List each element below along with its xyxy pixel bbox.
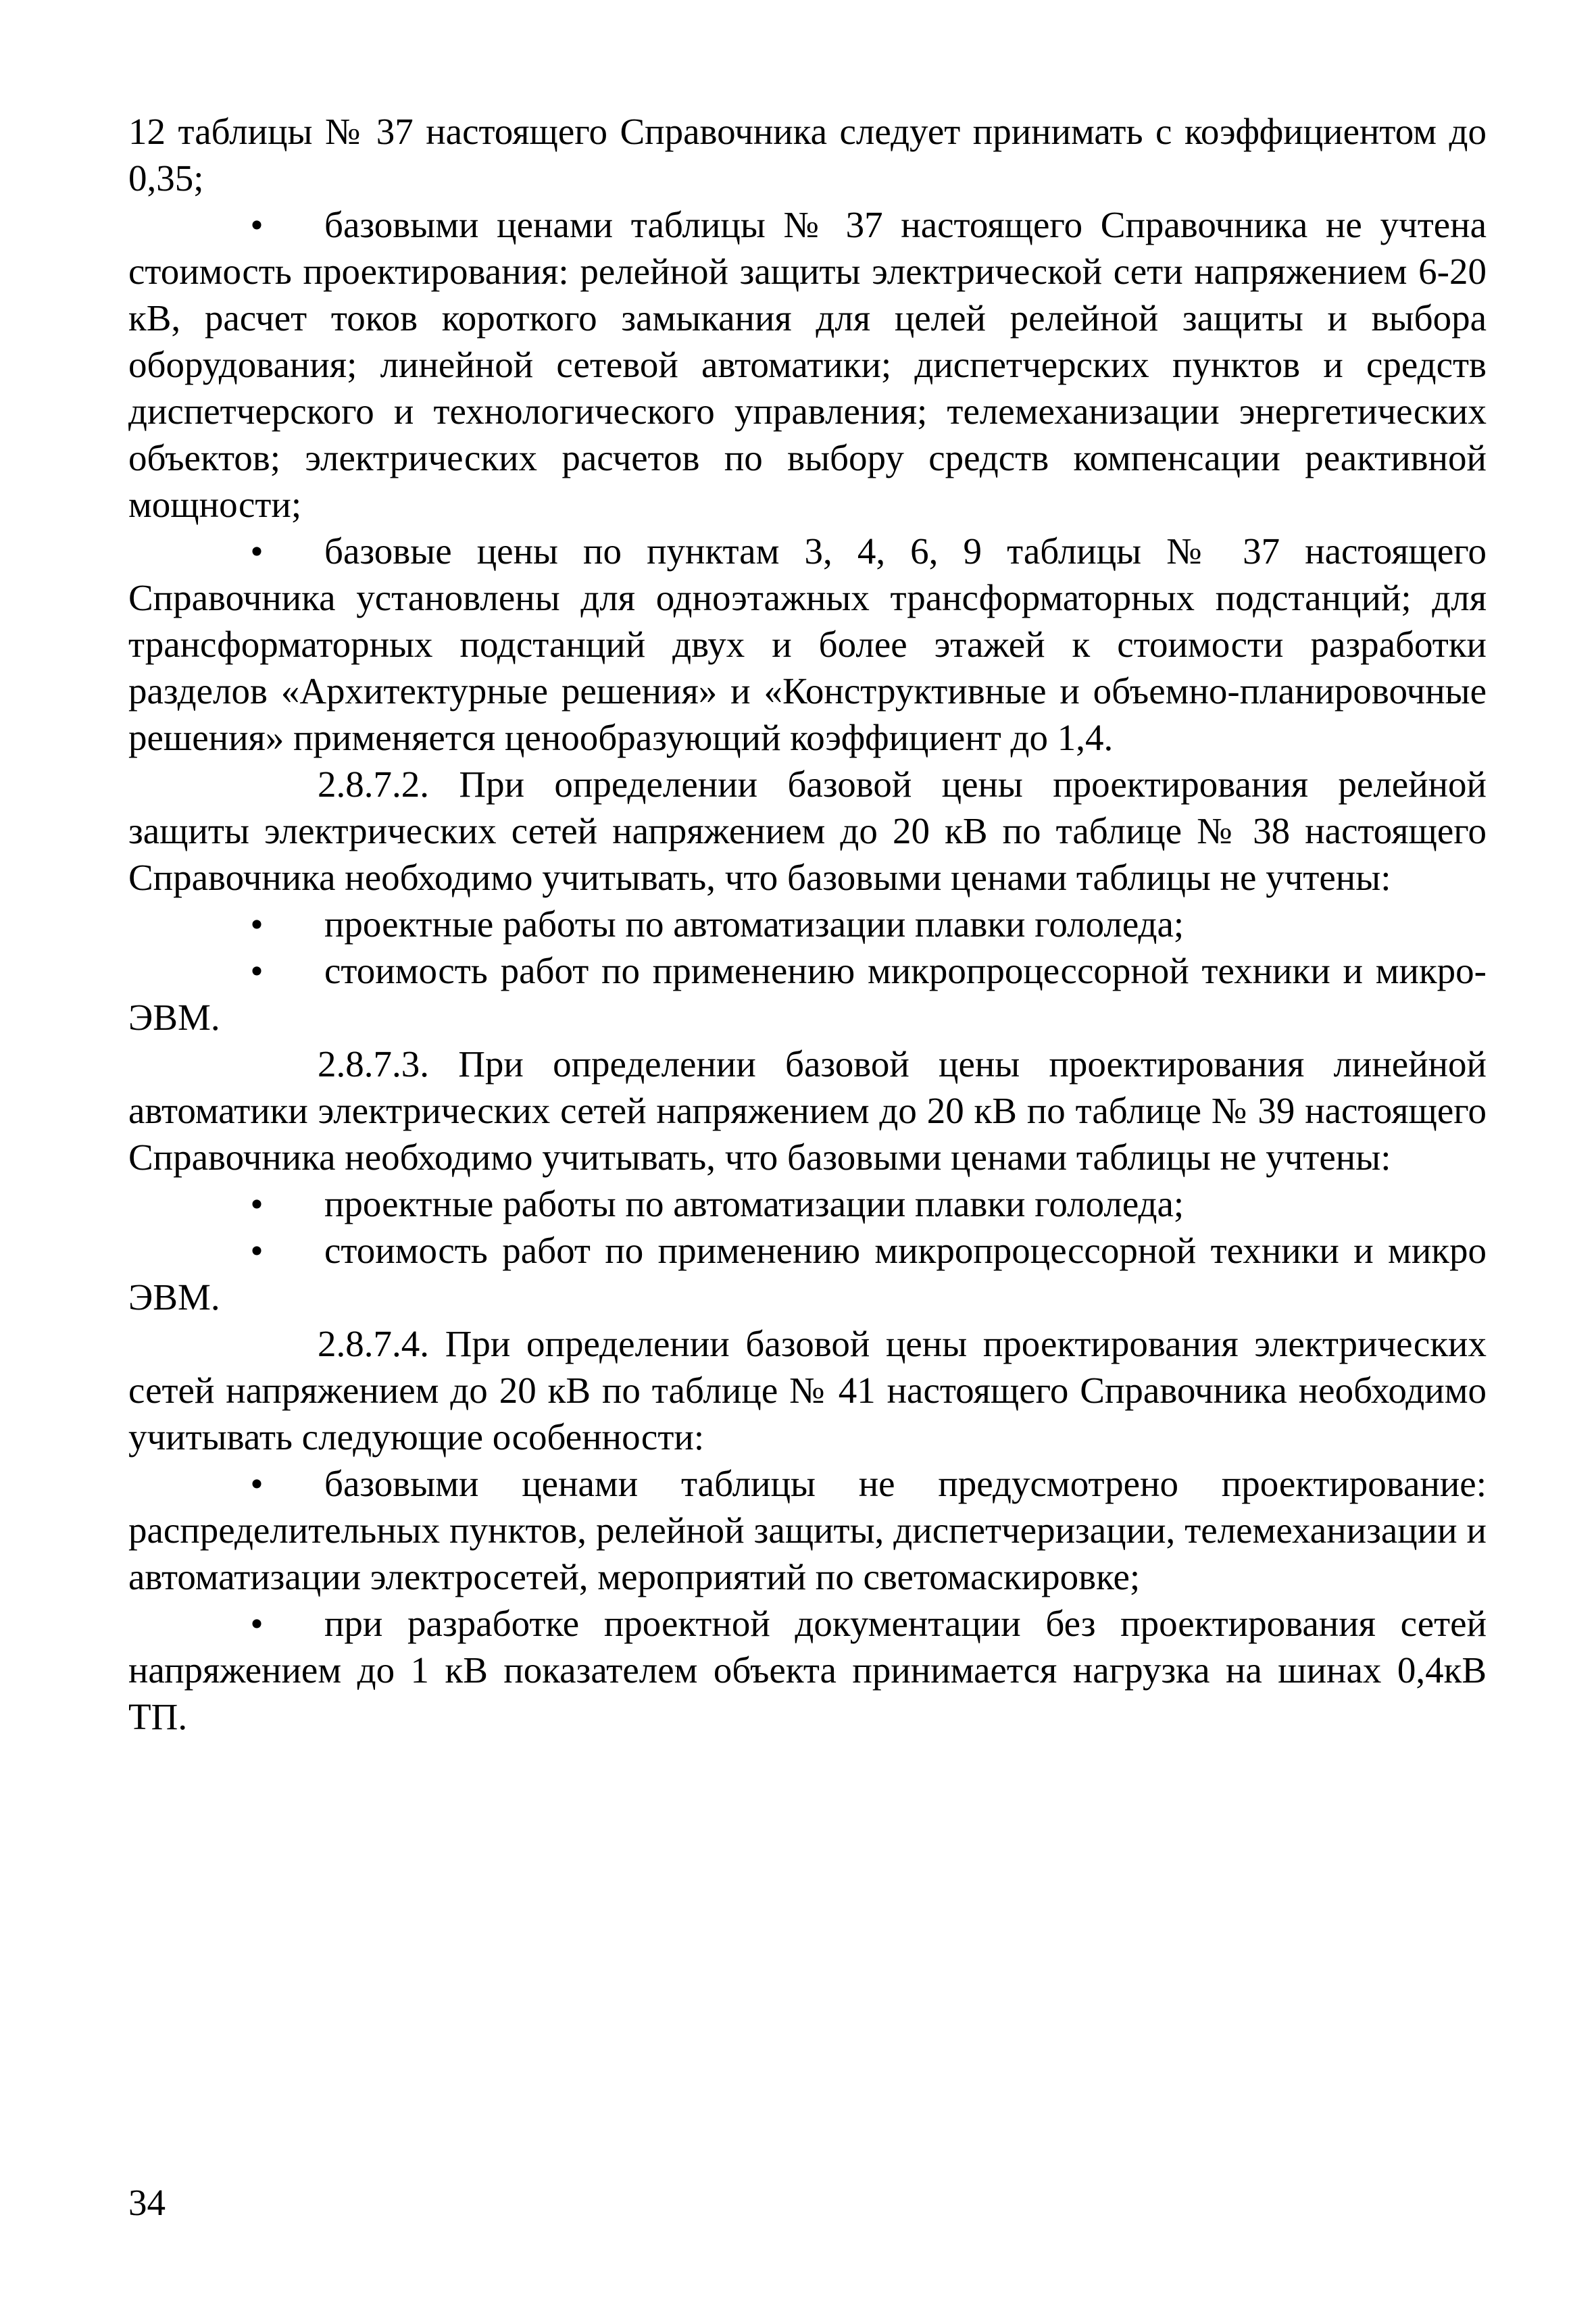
paragraph-2-8-7-3: 2.8.7.3. При определении базовой цены проектирования линейной автоматики электрических сетей напряжением до 20 кВ по таблице № 39 настоящего Справочника необходимо учитывать, что базовыми ценами таблицы не учтены:: [128, 1043, 1487, 1178]
bullet-icon: •: [250, 1183, 264, 1224]
bullet-item: [128, 1460, 1487, 1600]
bullet-text: базовыми ценами таблицы № 37 настоящего Справочника не учтена стоимость проектирования: релейной защиты электрической сети напряжением 6-20 кВ, расчет токов короткого замыкания для целей релейной защиты и выбора оборудования; линейной сетевой автоматики; диспетчерских пунктов и средств диспетчерского и технологического управления; телемеханизации энергетических объектов; электрических расчетов по выбору средств компенсации реактивной мощности;: [128, 204, 1487, 525]
bullet-item: [128, 901, 1487, 947]
bullet-item: [128, 1180, 1487, 1227]
bullet-icon: •: [250, 1230, 264, 1271]
page-number: 34: [128, 2182, 166, 2223]
paragraph-continuation: 12 таблицы № 37 настоящего Справочника следует принимать с коэффициентом до 0,35;: [128, 111, 1487, 199]
paragraph-2-8-7-2: 2.8.7.2. При определении базовой цены проектирования релейной защиты электрических сетей напряжением до 20 кВ по таблице № 38 настоящего Справочника необходимо учитывать, что базовыми ценами таблицы не учтены:: [128, 764, 1487, 898]
paragraph-2-8-7-4: 2.8.7.4. При определении базовой цены проектирования электрических сетей напряжением до 20 кВ по таблице № 41 настоящего Справочника необходимо учитывать следующие особенности:: [128, 1323, 1487, 1458]
bullet-text: при разработке проектной документации без проектирования сетей напряжением до 1 кВ показателем объекта принимается нагрузка на шинах 0,4кВ ТП.: [128, 1603, 1487, 1737]
bullet-text: стоимость работ по применению микропроцессорной техники и микро-ЭВМ.: [128, 950, 1487, 1038]
document-body: [128, 108, 1487, 1740]
bullet-item: [128, 528, 1487, 761]
bullet-item: [128, 1600, 1487, 1740]
bullet-text: стоимость работ по применению микропроцессорной техники и микро ЭВМ.: [128, 1230, 1487, 1318]
bullet-icon: •: [250, 1463, 264, 1504]
bullet-item: [128, 201, 1487, 528]
bullet-icon: •: [250, 204, 264, 245]
bullet-text: базовыми ценами таблицы не предусмотрено проектирование: распределительных пунктов, релейной защиты, диспетчеризации, телемеханизации и автоматизации электросетей, мероприятий по светомаскировке;: [128, 1463, 1487, 1597]
bullet-text: проектные работы по автоматизации плавки гололеда;: [324, 1183, 1184, 1224]
bullet-item: [128, 1227, 1487, 1320]
bullet-text: проектные работы по автоматизации плавки гололеда;: [324, 903, 1184, 945]
bullet-text: базовые цены по пунктам 3, 4, 6, 9 таблицы № 37 настоящего Справочника установлены для одноэтажных трансформаторных подстанций; для трансформаторных подстанций двух и более этажей к стоимости разработки разделов «Архитектурные решения» и «Конструктивные и объемно-планировочные решения» применяется ценообразующий коэффициент до 1,4.: [128, 530, 1487, 758]
bullet-icon: •: [250, 530, 264, 572]
bullet-item: [128, 947, 1487, 1041]
bullet-icon: •: [250, 1603, 264, 1644]
bullet-icon: •: [250, 950, 264, 991]
bullet-icon: •: [250, 903, 264, 945]
